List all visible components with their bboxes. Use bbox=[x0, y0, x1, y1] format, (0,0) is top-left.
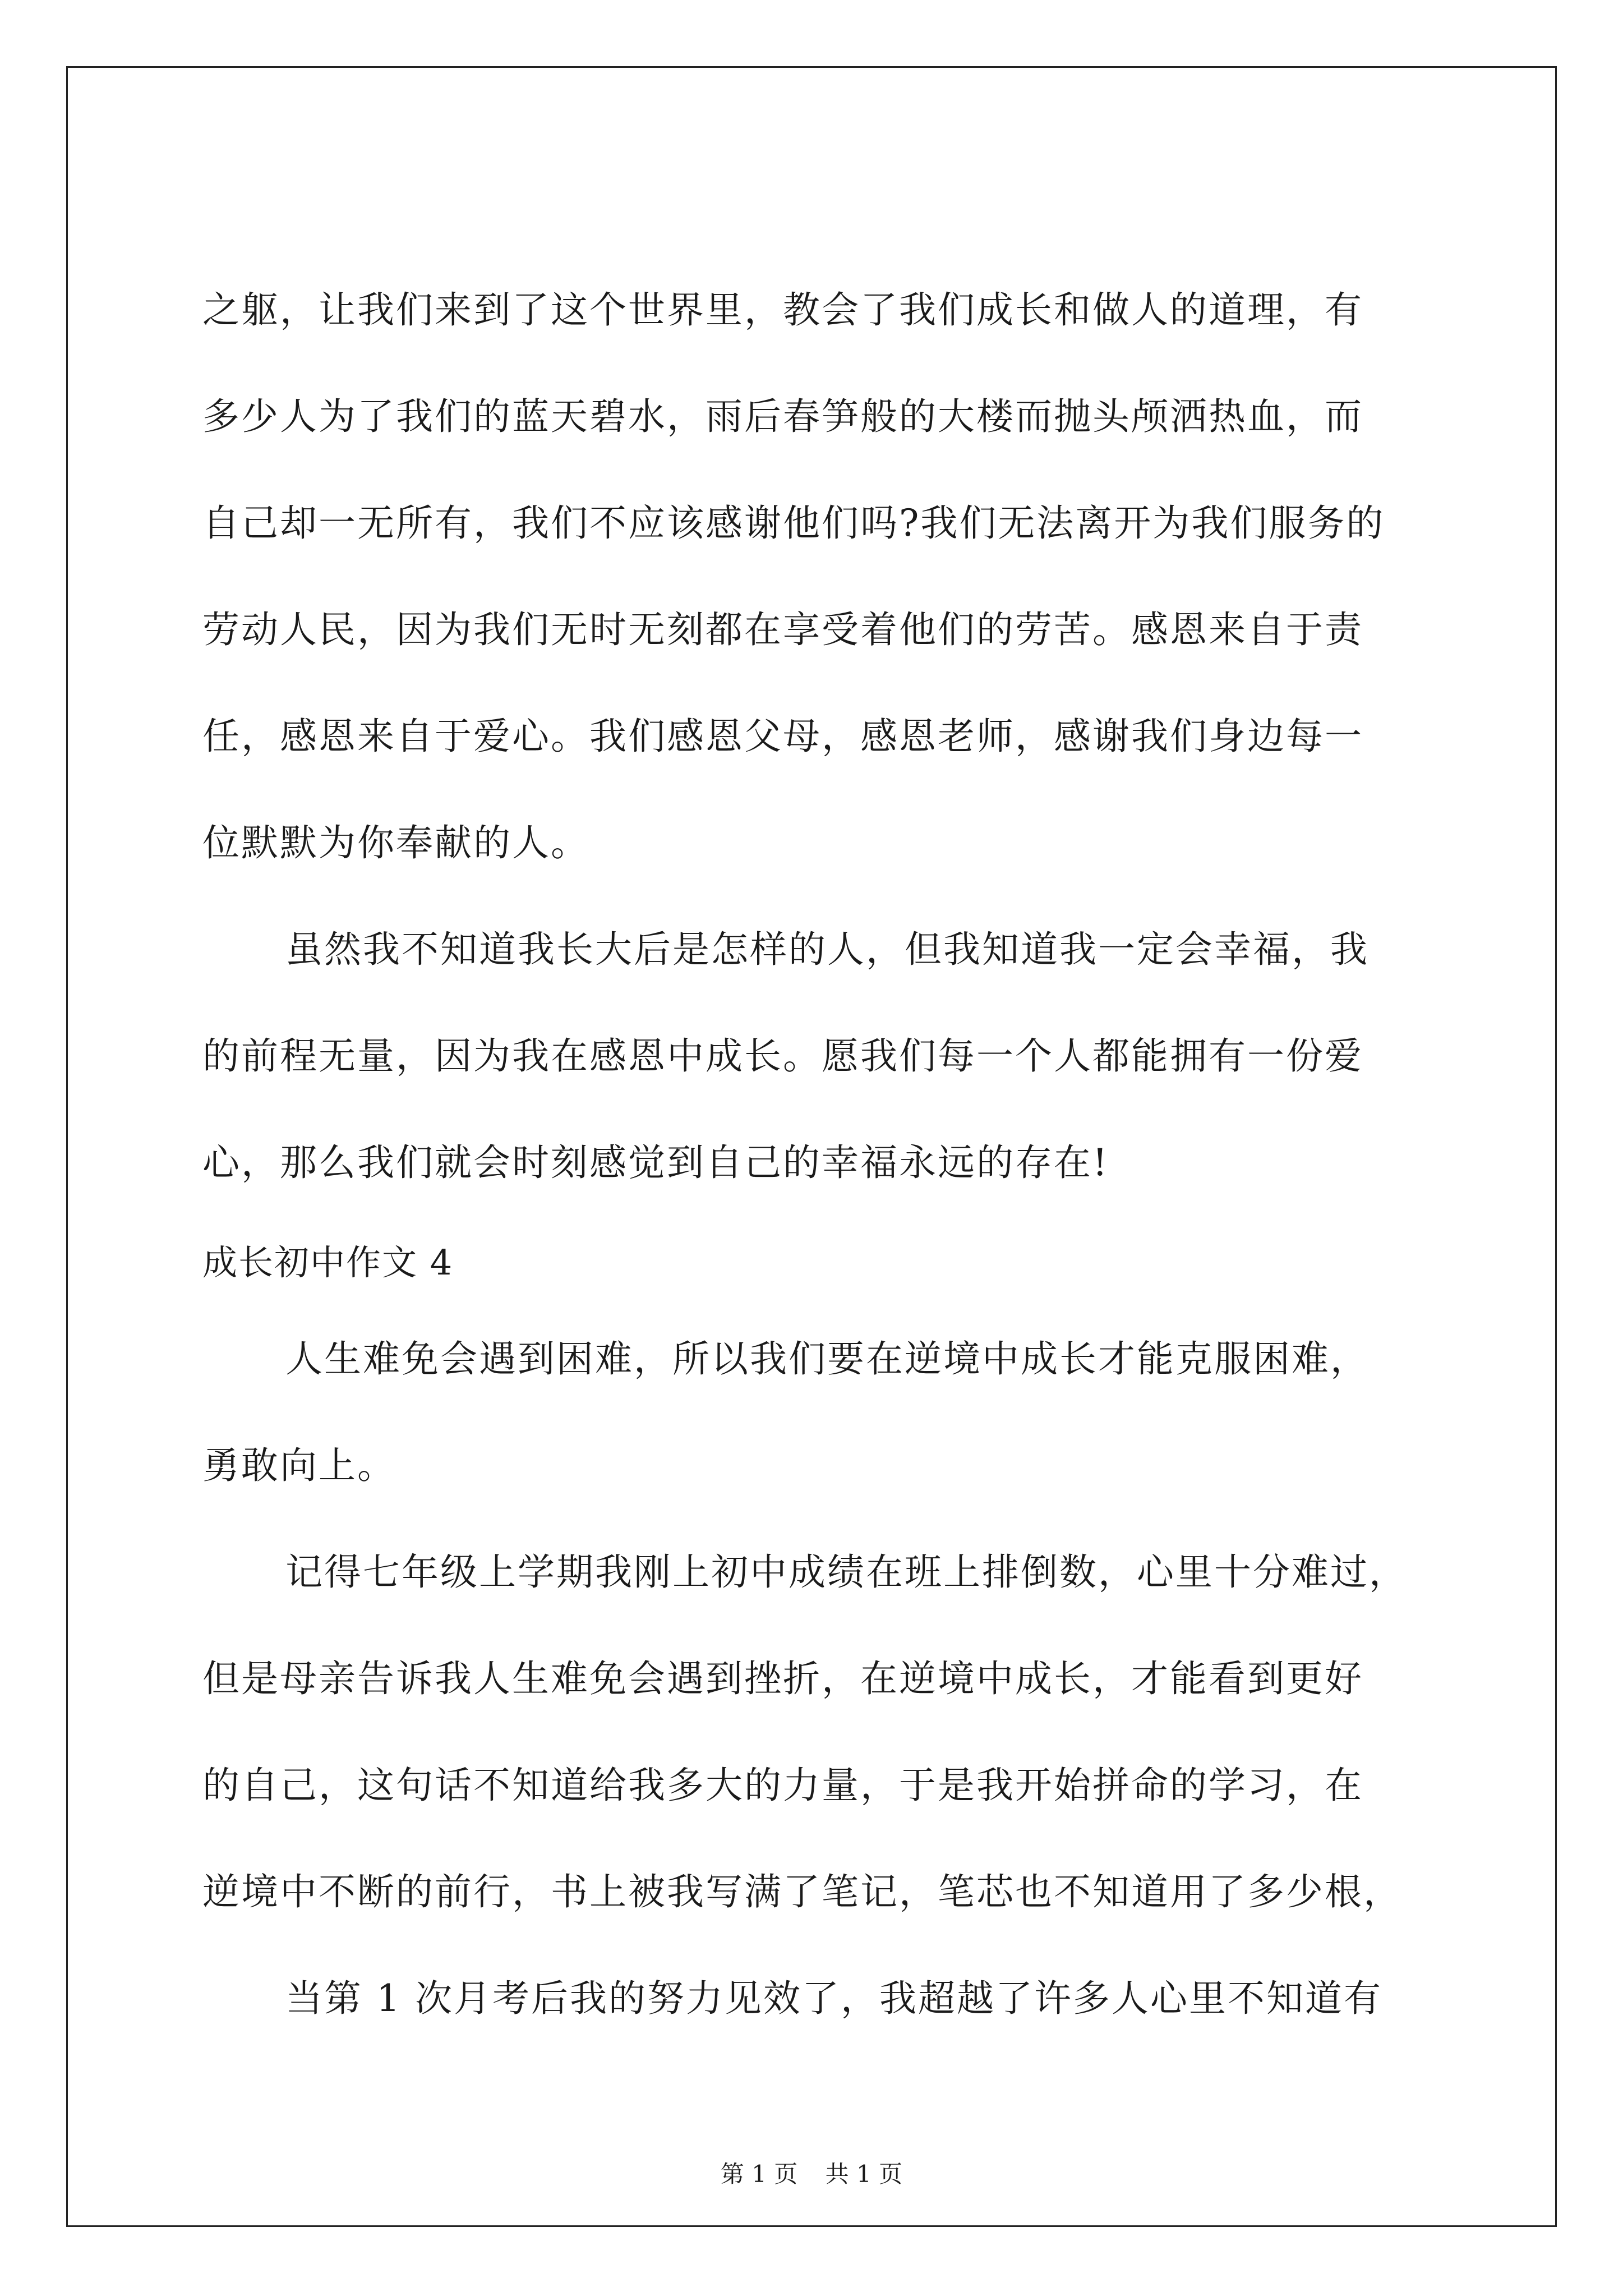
page-frame bbox=[66, 66, 1557, 2227]
page-total: 共 1 页 bbox=[825, 2160, 903, 2188]
section-heading: 成长初中作文 4 bbox=[202, 1242, 454, 1283]
paragraph-line: 的前程无量，因为我在感恩中成长。愿我们每一个人都能拥有一份爱 bbox=[202, 1034, 1363, 1078]
paragraph-line: 记得七年级上学期我刚上初中成绩在班上排倒数，心里十分难过， bbox=[285, 1550, 1408, 1594]
paragraph-line: 的自己，这句话不知道给我多大的力量，于是我开始拼命的学习，在 bbox=[202, 1764, 1363, 1807]
paragraph-line: 任，感恩来自于爱心。我们感恩父母，感恩老师，感谢我们身边每一 bbox=[202, 715, 1363, 758]
paragraph-line: 位默默为你奉献的人。 bbox=[202, 821, 589, 864]
paragraph-line: 人生难免会遇到困难，所以我们要在逆境中成长才能克服困难， bbox=[285, 1337, 1369, 1381]
page-number: 第 1 页 bbox=[720, 2160, 798, 2188]
paragraph-line: 多少人为了我们的蓝天碧水，雨后春笋般的大楼而抛头颅洒热血，而 bbox=[202, 395, 1363, 438]
paragraph-line: 之躯，让我们来到了这个世界里，教会了我们成长和做人的道理，有 bbox=[202, 288, 1363, 332]
paragraph-line: 自己却一无所有，我们不应该感谢他们吗?我们无法离开为我们服务的 bbox=[202, 501, 1385, 545]
paragraph-line: 逆境中不断的前行，书上被我写满了笔记，笔芯也不知道用了多少根， bbox=[202, 1870, 1402, 1913]
paragraph-line: 勇敢向上。 bbox=[202, 1444, 396, 1487]
paragraph-line: 但是母亲告诉我人生难免会遇到挫折，在逆境中成长，才能看到更好 bbox=[202, 1657, 1363, 1700]
paragraph-line: 劳动人民，因为我们无时无刻都在享受着他们的劳苦。感恩来自于责 bbox=[202, 608, 1363, 651]
paragraph-line: 心，那么我们就会时刻感觉到自己的幸福永远的存在! bbox=[202, 1141, 1109, 1184]
paragraph-line: 虽然我不知道我长大后是怎样的人，但我知道我一定会幸福，我 bbox=[285, 928, 1369, 971]
paragraph-line: 当第 1 次月考后我的努力见效了，我超越了许多人心里不知道有 bbox=[285, 1977, 1382, 2020]
page-footer bbox=[68, 2160, 1555, 2188]
document-body bbox=[68, 68, 1555, 2225]
